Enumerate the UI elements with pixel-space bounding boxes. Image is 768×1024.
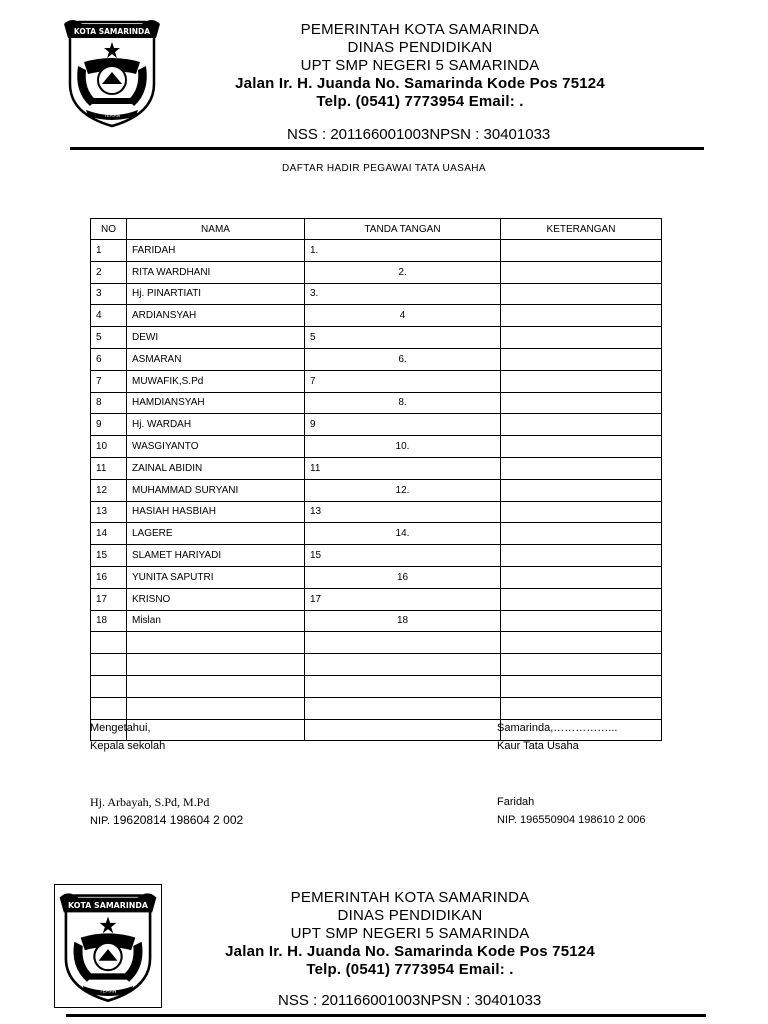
cell-keterangan: [501, 348, 662, 370]
cell-tanda-tangan: 18: [305, 610, 501, 632]
cell-tanda-tangan: 11: [305, 457, 501, 479]
svg-text:KOTA SAMARINDA: KOTA SAMARINDA: [73, 27, 151, 36]
cell-nama: FARIDAH: [127, 240, 305, 262]
table-row: [91, 436, 662, 458]
cell-keterangan: [501, 414, 662, 436]
cell-no: 2: [91, 261, 127, 283]
cell-tanda-tangan: 1.: [305, 240, 501, 262]
cell-tanda-tangan: [305, 632, 501, 654]
cell-keterangan: [501, 240, 662, 262]
table-row: [91, 457, 662, 479]
cell-nama: Mislan: [127, 610, 305, 632]
cell-no: 8: [91, 392, 127, 414]
table-row: [91, 523, 662, 545]
cell-nama: HAMDIANSYAH: [127, 392, 305, 414]
cell-tanda-tangan: 13: [305, 501, 501, 523]
cell-tanda-tangan: 7: [305, 370, 501, 392]
cell-no: 9: [91, 414, 127, 436]
cell-no: 17: [91, 588, 127, 610]
city-emblem-logo: [54, 884, 162, 1008]
city-emblem-logo: [62, 14, 162, 130]
cell-tanda-tangan: [305, 697, 501, 719]
cell-tanda-tangan: 9: [305, 414, 501, 436]
cell-no: 6: [91, 348, 127, 370]
header-no: NO: [91, 219, 127, 240]
headmaster-name: Hj. Arbayah, S.Pd, M.Pd: [90, 795, 210, 809]
cell-tanda-tangan: 14.: [305, 523, 501, 545]
cell-no: 7: [91, 370, 127, 392]
cell-no: 14: [91, 523, 127, 545]
cell-keterangan: [501, 283, 662, 305]
emblem-icon: [62, 14, 162, 130]
table-row: [91, 392, 662, 414]
admin-head-title: Kaur Tata Usaha: [497, 740, 579, 752]
letterhead-divider: [70, 147, 704, 150]
cell-tanda-tangan: 3.: [305, 283, 501, 305]
attendance-rows: [91, 240, 662, 741]
cell-keterangan: [501, 261, 662, 283]
cell-tanda-tangan: 5: [305, 327, 501, 349]
cell-no: 5: [91, 327, 127, 349]
cell-no: 13: [91, 501, 127, 523]
cell-keterangan: [501, 697, 662, 719]
table-row: [91, 545, 662, 567]
cell-no: 4: [91, 305, 127, 327]
table-row: [91, 697, 662, 719]
cell-no: 12: [91, 479, 127, 501]
cell-no: [91, 632, 127, 654]
cell-tanda-tangan: [305, 719, 501, 741]
school-name: UPT SMP NEGERI 5 SAMARINDA: [290, 925, 530, 942]
school-address: Jalan Ir. H. Juanda No. Samarinda Kode Pos 75124: [225, 943, 595, 960]
department-name: DINAS PENDIDIKAN: [347, 39, 493, 56]
table-row: [91, 327, 662, 349]
letterhead-bottom: [0, 870, 768, 1020]
table-row: [91, 370, 662, 392]
cell-keterangan: [501, 436, 662, 458]
emblem-icon: [55, 885, 161, 1007]
cell-no: 11: [91, 457, 127, 479]
nss-npsn: NSS : 201166001003NPSN : 30401033: [287, 126, 551, 143]
cell-no: [91, 654, 127, 676]
cell-tanda-tangan: [305, 654, 501, 676]
cell-nama: Hj. WARDAH: [127, 414, 305, 436]
cell-tanda-tangan: 10.: [305, 436, 501, 458]
cell-no: 15: [91, 545, 127, 567]
cell-tanda-tangan: [305, 675, 501, 697]
cell-no: 16: [91, 566, 127, 588]
department-name: DINAS PENDIDIKAN: [337, 907, 483, 924]
school-contact: Telp. (0541) 7773954 Email: .: [306, 961, 514, 978]
svg-text:TEPIAN: TEPIAN: [99, 989, 117, 995]
cell-keterangan: [501, 501, 662, 523]
cell-no: 10: [91, 436, 127, 458]
table-row: [91, 566, 662, 588]
cell-no: 1: [91, 240, 127, 262]
cell-keterangan: [501, 545, 662, 567]
table-row: [91, 414, 662, 436]
letterhead-top: [0, 0, 768, 150]
table-row: [91, 261, 662, 283]
table-row: [91, 610, 662, 632]
cell-nama: [127, 675, 305, 697]
signature-space: [90, 755, 243, 793]
cell-tanda-tangan: 16: [305, 566, 501, 588]
cell-no: [91, 697, 127, 719]
table-row: [91, 675, 662, 697]
place-date: Samarinda,……………...: [497, 722, 618, 734]
cell-keterangan: [501, 305, 662, 327]
table-row: [91, 305, 662, 327]
header-keterangan: KETERANGAN: [501, 219, 662, 240]
cell-nama: RITA WARDHANI: [127, 261, 305, 283]
cell-keterangan: [501, 523, 662, 545]
cell-nama: [127, 654, 305, 676]
cell-tanda-tangan: 8.: [305, 392, 501, 414]
table-row: [91, 501, 662, 523]
headmaster-nip-value: 19620814 198604 2 002: [113, 813, 244, 827]
admin-head-name: Faridah: [497, 796, 535, 808]
cell-no: 18: [91, 610, 127, 632]
cell-tanda-tangan: 2.: [305, 261, 501, 283]
cell-keterangan: [501, 370, 662, 392]
cell-nama: SLAMET HARIYADI: [127, 545, 305, 567]
cell-keterangan: [501, 675, 662, 697]
government-name: PEMERINTAH KOTA SAMARINDA: [300, 21, 540, 38]
headmaster-nip: [90, 811, 243, 830]
cell-nama: MUHAMMAD SURYANI: [127, 479, 305, 501]
letterhead-text: [170, 21, 670, 111]
cell-keterangan: [501, 457, 662, 479]
cell-no: [91, 675, 127, 697]
cell-nama: HASIAH HASBIAH: [127, 501, 305, 523]
cell-tanda-tangan: 15: [305, 545, 501, 567]
cell-keterangan: [501, 610, 662, 632]
cell-tanda-tangan: 17: [305, 588, 501, 610]
cell-keterangan: [501, 632, 662, 654]
table-row: [91, 283, 662, 305]
cell-nama: [127, 697, 305, 719]
cell-nama: Hj. PINARTIATI: [127, 283, 305, 305]
table-row: [91, 479, 662, 501]
nss-npsn: NSS : 201166001003NPSN : 30401033: [278, 992, 542, 1009]
cell-keterangan: [501, 327, 662, 349]
header-tanda-tangan: TANDA TANGAN: [305, 219, 501, 240]
letterhead-divider: [66, 1014, 706, 1017]
cell-nama: [127, 632, 305, 654]
cell-tanda-tangan: 6.: [305, 348, 501, 370]
signature-space: [497, 755, 645, 793]
table-row: [91, 348, 662, 370]
header-nama: NAMA: [127, 219, 305, 240]
cell-nama: ZAINAL ABIDIN: [127, 457, 305, 479]
signature-headmaster: [90, 719, 243, 830]
school-name: UPT SMP NEGERI 5 SAMARINDA: [300, 57, 540, 74]
signature-admin-head: [497, 719, 645, 829]
acknowledged-label: Mengetahui,: [90, 722, 151, 734]
headmaster-nip-label: NIP.: [90, 815, 110, 827]
attendance-table: [90, 218, 662, 741]
letterhead-text: [160, 889, 660, 979]
cell-keterangan: [501, 479, 662, 501]
government-name: PEMERINTAH KOTA SAMARINDA: [290, 889, 530, 906]
cell-nama: DEWI: [127, 327, 305, 349]
table-row: [91, 240, 662, 262]
cell-keterangan: [501, 654, 662, 676]
cell-nama: MUWAFIK,S.Pd: [127, 370, 305, 392]
school-address: Jalan Ir. H. Juanda No. Samarinda Kode Pos 75124: [235, 75, 605, 92]
cell-tanda-tangan: 12.: [305, 479, 501, 501]
cell-keterangan: [501, 392, 662, 414]
cell-keterangan: [501, 566, 662, 588]
cell-nama: KRISNO: [127, 588, 305, 610]
school-contact: Telp. (0541) 7773954 Email: .: [316, 93, 524, 110]
cell-nama: ASMARAN: [127, 348, 305, 370]
table-row: [91, 632, 662, 654]
headmaster-title: Kepala sekolah: [90, 740, 166, 752]
cell-no: 3: [91, 283, 127, 305]
cell-tanda-tangan: 4: [305, 305, 501, 327]
svg-text:TEPIAN: TEPIAN: [103, 114, 121, 119]
admin-head-nip: NIP. 196550904 198610 2 006: [497, 814, 646, 826]
cell-keterangan: [501, 588, 662, 610]
cell-nama: ARDIANSYAH: [127, 305, 305, 327]
cell-nama: YUNITA SAPUTRI: [127, 566, 305, 588]
svg-text:KOTA SAMARINDA: KOTA SAMARINDA: [68, 901, 148, 911]
cell-nama: WASGIYANTO: [127, 436, 305, 458]
table-row: [91, 588, 662, 610]
document-title: DAFTAR HADIR PEGAWAI TATA UASAHA: [282, 163, 486, 174]
table-header-row: [91, 219, 662, 240]
cell-nama: LAGERE: [127, 523, 305, 545]
table-row: [91, 654, 662, 676]
